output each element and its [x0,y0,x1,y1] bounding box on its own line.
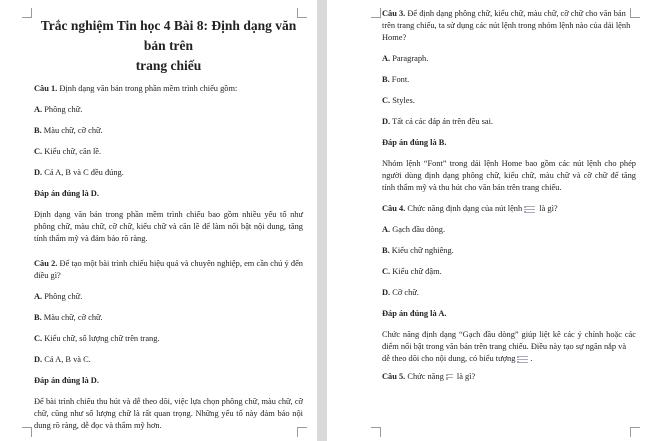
question-2: Câu 2. Để tạo một bài trình chiếu hiệu quả và chuyên nghiệp, em cần chú ý đến điều gì? [34,259,303,280]
q3-option-b: B. Font. [382,75,410,84]
q3-option-c: C. Styles. [382,96,415,105]
q1-option-b: B. Màu chữ, cỡ chữ. [34,126,103,135]
q1-option-c: C. Kiểu chữ, căn lề. [34,147,102,156]
document-page-left [0,0,317,441]
q3-explanation: Nhóm lệnh “Font” trong dải lệnh Home bao gồm các nút lệnh cho phép người dùng định dạng phông chữ, kiểu chữ, màu chữ và cỡ chữ để tăng tính thẩm mỹ và thu hút cho văn bản trên trang chiếu. [382,159,636,192]
q2-answer: Đáp án đúng là D. [34,376,99,385]
q2-explanation: Để bài trình chiếu thu hút và dễ theo dõi, việc lựa chọn phông chữ, màu chữ, cỡ chữ, cũng như số lượng chữ là rất quan trọng. Những yếu tố này đảm bảo nội dung rõ ràng, dễ đọc và thẩm mỹ hơn. [34,397,303,430]
q1-option-a: A. Phông chữ. [34,105,83,114]
q2-option-c: C. Kiểu chữ, số lượng chữ trên trang. [34,334,160,343]
q1-option-d: D. Cả A, B và C đều đúng. [34,168,124,177]
document-page-right [327,0,650,441]
q4-option-b: B. Kiểu chữ nghiêng. [382,246,454,255]
font-format-icon [446,374,453,380]
margin-mark [371,8,381,18]
margin-mark [297,8,307,18]
q3-option-d: D. Tất cả các đáp án trên đều sai. [382,117,494,126]
question-1: Câu 1. Định dạng văn bản trong phần mềm trình chiếu gồm: [34,84,238,93]
margin-mark [630,8,640,18]
bullets-icon [517,356,528,363]
q2-option-d: D. Cả A, B và C. [34,355,91,364]
margin-mark [22,8,32,18]
margin-mark [297,427,307,437]
document-title: Trắc nghiệm Tin học 4 Bài 8: Định dạng văn bản trên trang chiếu [40,18,297,73]
margin-mark [22,427,32,437]
q2-option-a: A. Phông chữ. [34,292,83,301]
q1-answer: Đáp án đúng là D. [34,189,99,198]
q3-option-a: A. Paragraph. [382,54,429,63]
margin-mark [371,427,381,437]
bullets-icon [524,206,535,213]
q4-option-c: C. Kiểu chữ đậm. [382,267,442,276]
question-4: Câu 4. Chức năng định dạng của nút lệnh là gì? [382,204,558,213]
margin-mark [630,427,640,437]
question-3: Câu 3. Để định dạng phông chữ, kiểu chữ, màu chữ, cỡ chữ cho văn bản trên trang chiếu, ta sử dụng các nút lệnh trong nhóm lệnh nào của dải lệnh Home? [382,9,631,42]
q2-option-b: B. Màu chữ, cỡ chữ. [34,313,103,322]
q3-answer: Đáp án đúng là B. [382,138,447,147]
q1-explanation: Định dạng văn bản trong phần mềm trình chiếu bao gồm nhiều yếu tố như phông chữ, màu chữ, cỡ chữ, kiểu chữ và căn lề để làm nổi bật nội dung, tăng tính thẩm mỹ và đảm bảo rõ ràng. [34,210,303,243]
q4-answer: Đáp án đúng là A. [382,309,447,318]
question-5: Câu 5. Chức năng là gì? [382,372,476,381]
q4-explanation: Chức năng định dạng “Gạch đầu dòng” giúp liệt kê các ý chính hoặc các điểm nổi bật trong văn bản trên trang chiếu. Điều này tạo sự ngăn nắp và dễ theo dõi cho nội dung, có biểu tượng . [382,330,636,363]
q4-option-a: A. Gạch đầu dòng. [382,225,446,234]
q4-option-d: D. Cỡ chữ. [382,288,419,297]
